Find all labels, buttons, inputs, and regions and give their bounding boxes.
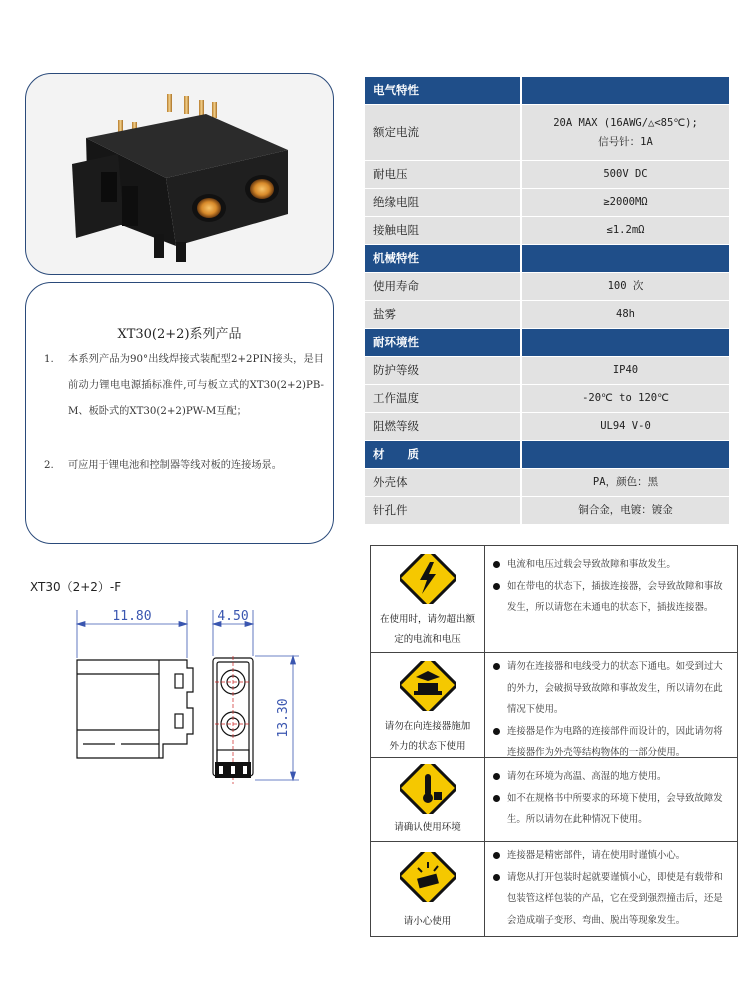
- product-description-card: [25, 282, 334, 544]
- item-text: 本系列产品为90°出线焊接式装配型2+2PIN接头，是目前动力锂电电源插标准件,可与板立式的XT30(2+2)PB-M、板卧式的XT30(2+2)PW-M互配；: [68, 354, 324, 417]
- warning-bullet: 请勿在环境为高温、高湿的地方使用。: [491, 766, 731, 788]
- warning-caption: 请小心使用: [403, 916, 452, 927]
- description-item: [44, 347, 324, 425]
- spec-section-header: [365, 441, 729, 469]
- spec-section-header: [365, 77, 729, 105]
- section-title: 耐环境性: [365, 329, 522, 356]
- spec-value: PA，颜色：黑: [522, 469, 729, 496]
- spec-table: [365, 77, 729, 525]
- warning-text: [485, 653, 737, 757]
- spec-value: IP40: [522, 357, 729, 384]
- item-number: 2.: [44, 460, 54, 471]
- warning-text: [485, 842, 737, 936]
- electric-hazard-icon: [400, 554, 456, 604]
- warning-caption: 请勿在向连接器施加: [384, 721, 471, 732]
- spec-label: 外壳体: [365, 469, 522, 496]
- spec-label: 耐电压: [365, 161, 522, 188]
- spec-row: [365, 469, 729, 497]
- item-number: 1.: [44, 354, 54, 365]
- spec-label: 针孔件: [365, 497, 522, 524]
- spec-row: [365, 385, 729, 413]
- spec-label: 使用寿命: [365, 273, 522, 300]
- product-photo-card: [25, 73, 334, 275]
- spec-row: [365, 413, 729, 441]
- warning-bullet: 请您从打开包装时起就要谨慎小心，即使是有载带和包装管这样包装的产品，它在受到强烈撞击后，还是会造成端子变形、弯曲、脱出等现象发生。: [491, 867, 731, 932]
- spec-row: [365, 189, 729, 217]
- spec-value-line: 20A MAX (16AWG/△<85℃);: [553, 117, 698, 129]
- spec-label: 防护等级: [365, 357, 522, 384]
- dim-width-label: 11.80: [112, 609, 152, 624]
- spec-label: 阻燃等级: [365, 413, 522, 440]
- spec-value: 铜合金，电镀：镀金: [522, 497, 729, 524]
- dim-height-label: 13.30: [276, 698, 291, 738]
- warning-cell: [371, 842, 485, 936]
- spec-row: [365, 161, 729, 189]
- spec-value: 100 次: [522, 273, 729, 300]
- warning-caption: 在使用时，请勿超出额: [379, 614, 475, 625]
- spec-label: 工作温度: [365, 385, 522, 412]
- spec-value: ≥2000MΩ: [522, 189, 729, 216]
- spec-row: [365, 497, 729, 525]
- warning-caption: 请确认使用环境: [394, 822, 461, 833]
- description-item: [44, 453, 324, 479]
- warning-cell: [371, 758, 485, 841]
- warning-bullet: 连接器是作为电路的连接部件而设计的，因此请勿将连接器作为外壳等结构物体的一部分使用。: [491, 721, 731, 764]
- dimension-drawing: [55, 598, 315, 798]
- spec-label: 接触电阻: [365, 217, 522, 244]
- warning-cell: [371, 546, 485, 652]
- warning-text: [485, 758, 737, 841]
- warning-row: [371, 546, 737, 653]
- warning-row: [371, 758, 737, 842]
- warning-bullet: 连接器是精密部件，请在使用时谨慎小心。: [491, 845, 731, 867]
- item-text: 可应用于锂电池和控制器等线对板的连接场景。: [68, 460, 282, 471]
- warning-bullet: 如在带电的状态下，插拔连接器，会导致故障和事故发生，所以请您在未通电的状态下，插拔连接器。: [491, 576, 731, 619]
- warning-text: [485, 546, 737, 652]
- spec-value: UL94 V-0: [522, 413, 729, 440]
- spec-section-header: [365, 329, 729, 357]
- warning-bullet: 如不在规格书中所要求的环境下使用，会导致故障发生。所以请勿在此种情况下使用。: [491, 788, 731, 831]
- spec-label: 绝缘电阻: [365, 189, 522, 216]
- spec-row: [365, 105, 729, 161]
- dim-side-label: 4.50: [217, 609, 249, 624]
- model-label: XT30（2+2）-F: [30, 580, 122, 594]
- handle-with-care-icon: [400, 852, 456, 902]
- spec-value: [522, 105, 729, 160]
- warning-row: [371, 842, 737, 936]
- spec-label: 额定电流: [365, 105, 522, 160]
- spec-row: [365, 217, 729, 245]
- spec-value: 500V DC: [522, 161, 729, 188]
- warning-caption: 定的电流和电压: [394, 634, 461, 645]
- spec-value: ≤1.2mΩ: [522, 217, 729, 244]
- product-title: XT30(2+2)系列产品: [117, 327, 242, 342]
- warnings-table: [370, 545, 738, 937]
- spec-value-line: 信号针：1A: [598, 136, 653, 148]
- warning-caption: 外力的状态下使用: [389, 741, 466, 752]
- warning-bullet: 请勿在连接器和电线受力的状态下通电。如受到过大的外力，会破损导致故障和事故发生，所以请勿在此情况下使用。: [491, 656, 731, 721]
- spec-row: [365, 273, 729, 301]
- warning-row: [371, 653, 737, 758]
- spec-section-header: [365, 245, 729, 273]
- section-title: 电气特性: [365, 77, 522, 104]
- spec-value: 48h: [522, 301, 729, 328]
- spec-row: [365, 301, 729, 329]
- environment-hazard-icon: [400, 764, 456, 814]
- crush-hazard-icon: [400, 661, 456, 711]
- section-title: 机械特性: [365, 245, 522, 272]
- spec-row: [365, 357, 729, 385]
- spec-value: -20℃ to 120℃: [522, 385, 729, 412]
- warning-cell: [371, 653, 485, 757]
- warning-bullet: 电流和电压过载会导致故障和事故发生。: [491, 554, 731, 576]
- connector-photo: [26, 74, 334, 275]
- section-title: 材 质: [365, 441, 522, 468]
- spec-label: 盐雾: [365, 301, 522, 328]
